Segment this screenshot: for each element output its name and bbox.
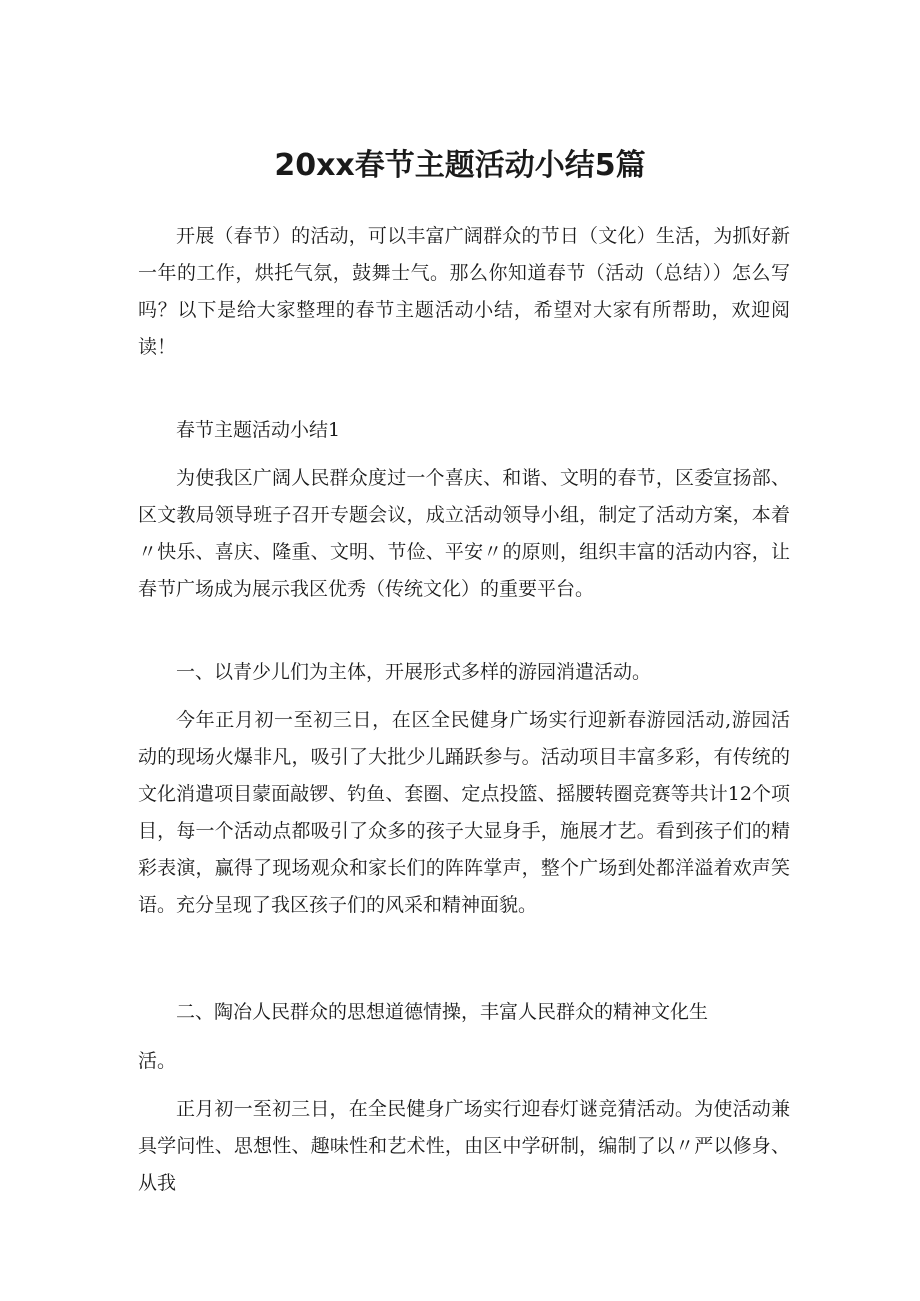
- intro-paragraph: 开展（春节）的活动，可以丰富广阔群众的节日（文化）生活，为抓好新一年的工作，烘托气氛，鼓舞士气。那么你知道春节（活动（总结））怎么写吗？以下是给大家整理的春节主题活动小结，希望对大家有所帮助，欢迎阅读！: [138, 225, 790, 358]
- body-paragraph: 为使我区广阔人民群众度过一个喜庆、和谐、文明的春节，区委宣扬部、区文教局领导班子召开专题会议，成立活动领导小组，制定了活动方案，本着〃快乐、喜庆、隆重、文明、节俭、平安〃的原则，组织丰富的活动内容，让春节广场成为展示我区优秀（传统文化）的重要平台。: [138, 467, 790, 600]
- point-heading: 二、陶冶人民群众的思想道德情操，丰富人民群众的精神文化生: [176, 1001, 709, 1023]
- body-paragraph: 正月初一至初三日，在全民健身广场实行迎春灯谜竞猜活动。为使活动兼具学问性、思想性、趣味性和艺术性，由区中学研制，编制了以〃严以修身、从我: [138, 1098, 790, 1194]
- point-heading-continuation: 活。: [138, 1050, 177, 1072]
- document-title: 20xx春节主题活动小结5篇: [274, 148, 646, 183]
- section-heading: 春节主题活动小结1: [176, 419, 341, 441]
- body-paragraph: 今年正月初一至初三日，在区全民健身广场实行迎新春游园活动,游园活动的现场火爆非凡，吸引了大批少儿踊跃参与。活动项目丰富多彩，有传统的文化消遣项目蒙面敲锣、钓鱼、套圈、定点投篮、摇腰转圈竞赛等共计12个项目，每一个活动点都吸引了众多的孩子大显身手，施展才艺。看到孩子们的精彩表演，赢得了现场观众和家长们的阵阵掌声，整个广场到处都洋溢着欢声笑语。充分呈现了我区孩子们的风采和精神面貌。: [138, 709, 790, 916]
- point-heading: 一、以青少儿们为主体，开展形式多样的游园消遣活动。: [176, 661, 652, 683]
